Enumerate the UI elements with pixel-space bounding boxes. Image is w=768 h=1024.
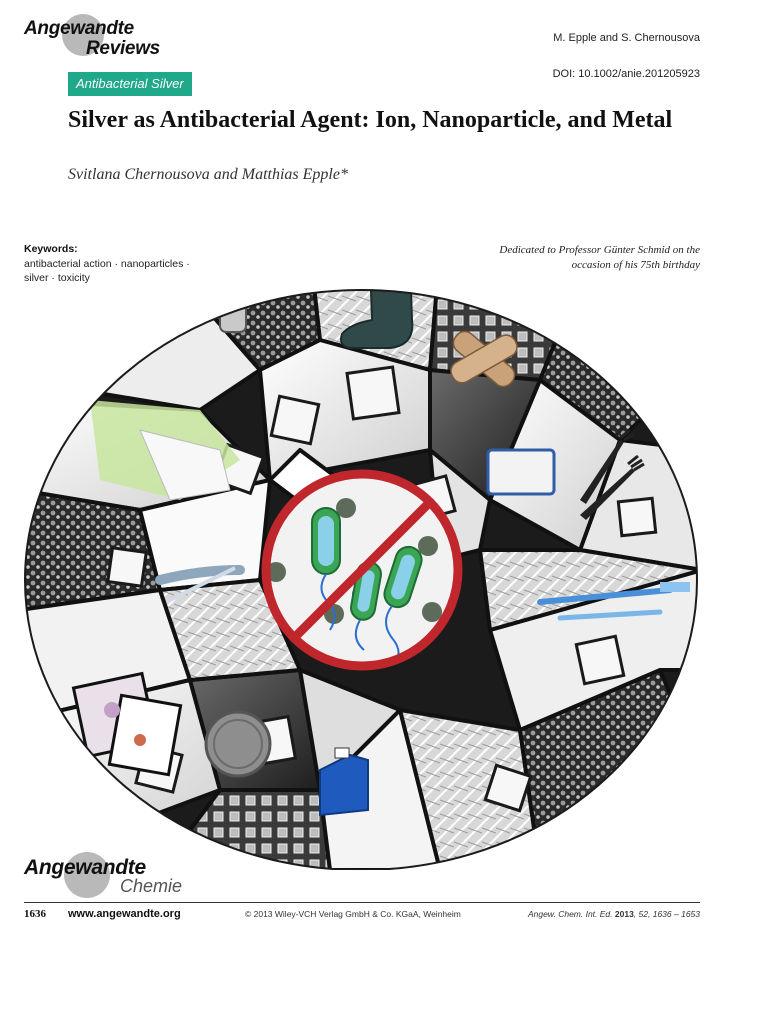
keywords-line-2: silver · toxicity <box>24 272 90 284</box>
citation-volume-pages: , 52, 1636 – 1653 <box>633 909 700 919</box>
running-head-authors: M. Epple and S. Chernousova <box>553 32 700 44</box>
dedication-line-2: occasion of his 75th birthday <box>571 259 700 271</box>
logo-word-2: Reviews <box>86 38 160 59</box>
dedication-line-1: Dedicated to Professor Günter Schmid on the <box>499 244 700 256</box>
keywords-heading: Keywords: <box>24 243 78 255</box>
citation-year: 2013 <box>614 909 634 919</box>
dedication <box>440 243 700 273</box>
angewandte-reviews-logo <box>24 14 184 58</box>
no-bacteria-icon <box>262 470 462 670</box>
medal-coin-icon <box>206 712 270 776</box>
section-tag: Antibacterial Silver <box>68 72 192 96</box>
logo-word-1: Angewandte <box>24 856 146 879</box>
footer-divider <box>24 902 700 903</box>
angewandte-chemie-logo <box>24 852 194 900</box>
website-link[interactable]: www.angewandte.org <box>68 908 181 920</box>
mobile-phone-icon <box>220 288 246 332</box>
cover-illustration <box>20 250 702 870</box>
citation <box>528 909 700 919</box>
page-number: 1636 <box>24 908 46 920</box>
logo-word-2: Chemie <box>120 876 183 896</box>
logo-word-1: Angewandte <box>24 18 134 39</box>
food-container-icon <box>488 450 554 494</box>
keywords-line-1: antibacterial action · nanoparticles · <box>24 258 190 270</box>
copyright-notice: © 2013 Wiley-VCH Verlag GmbH & Co. KGaA, Weinheim <box>245 909 461 919</box>
article-authors: Svitlana Chernousova and Matthias Epple* <box>68 166 348 183</box>
citation-journal: Angew. Chem. Int. Ed. <box>527 909 613 919</box>
doi[interactable]: DOI: 10.1002/anie.201205923 <box>552 68 700 80</box>
article-title: Silver as Antibacterial Agent: Ion, Nanoparticle, and Metal <box>68 107 673 133</box>
